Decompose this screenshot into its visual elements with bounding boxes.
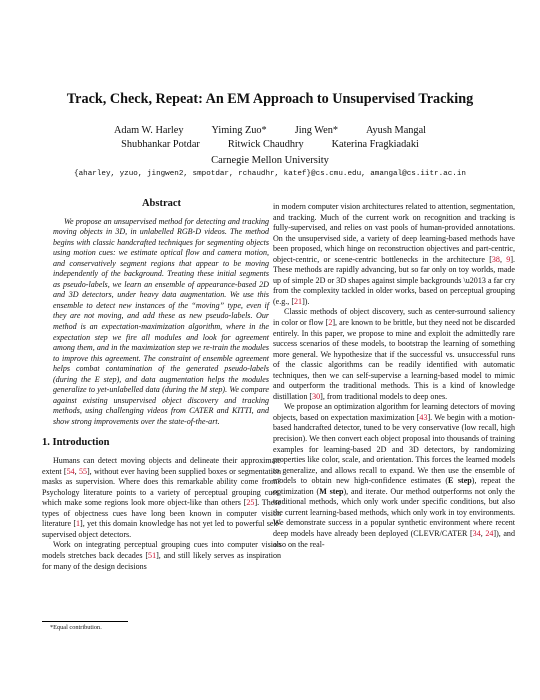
citation-link[interactable]: 43 — [419, 412, 428, 422]
author: Ritwick Chaudhry — [227, 138, 304, 150]
footnote-divider — [42, 621, 128, 622]
citation-link[interactable]: 25 — [246, 498, 255, 508]
intro-paragraph-2: Work on integrating perceptual grouping cues into computer vision models stretches back decades [51], and still likely serves as inspiration for many of the design decisions — [42, 540, 281, 571]
abstract-text: We propose an unsupervised method for detecting and tracking moving objects in 3D, in unlabelled RGB-D videos. The method begins with classic handcrafted techniques for segmenting objects using motion cues: we estimate optical flow and camera motion, and conservatively segment regions that appear to be moving independently of the background. Treating these initial segments as pseudo-labels, we learn an ensemble of appearance-based 2D and 3D detectors, under heavy data augmentation. We use this ensemble to detect new instances of the “moving” type, even if they are not moving, and add these as new pseudo-labels. Our method is an expectation-maximization algorithm, where in the expectation step we fire all modules and look for agreement among them, and in the maximization step we re-train the modules to improve this agreement. The constraint of ensemble agreement helps combat contamination of the generated pseudo-labels (during the E step), and data augmentation helps the modules generalize to yet-unlabelled data (during the M step). We compare against existing unsupervised object discovery and tracking methods, using challenging videos from CATER and KITTI, and show strong improvements over the state-of-the-art. — [53, 216, 269, 426]
author: Shubhankar Potdar — [121, 138, 200, 150]
intro-paragraph-4: We propose an optimization algorithm for learning detectors of moving objects, based on expectation maximization [43]. We begin with a motion-based handcrafted detector, tuned to be very conservative (low recall, high precision). We then convert each object proposal into thousands of training examples for learning-based 2D and 3D detectors, by randomizing properties like color, scale, and orientation. This forces the learned models to generalize, and allows recall to expand. We then use the ensemble of models to obtain new high-confidence estimates (E step), repeat the optimization (M step), and iterate. Our method outperforms not only the traditional methods, which only work under specific conditions, but also the current learning-based methods, which only work in toy environments. We demonstrate success in a popular synthetic environment where recent deep models have already been deployed (CLEVR/CATER [34, 24]), and also on the real- — [273, 402, 516, 549]
citation-link[interactable]: 30 — [312, 391, 321, 401]
citation-link[interactable]: 2 — [328, 318, 333, 328]
citation-link[interactable]: 21 — [294, 296, 303, 306]
affiliation: Carnegie Mellon University — [211, 155, 329, 166]
author: Jing Wen* — [294, 125, 339, 136]
author-row-1 — [0, 124, 540, 138]
introduction-heading: 1. Introduction — [42, 437, 110, 449]
footnote: *Equal contribution. — [50, 624, 102, 631]
citation-link[interactable]: 54 — [66, 466, 75, 476]
intro-paragraph-2-cont: in modern computer vision architectures related to attention, segmentation, and tracking. Much of the current work on recognition and tracking is fully-supervised, and relies on vast pools of human-provided annotations. On the unsupervised side, a variety of deep learning-based methods have been proposed, which hinge on reconstruction objectives and part-centric, object-centric, or scene-centric bottlenecks in the architecture [38, 9]. These methods are rapidly advancing, but so far only on toy worlds, made up of simple 2D or 3D shapes against simple backgrounds \u2013 a far cry from the complexity tackled in older works, based on perceptual grouping (e.g., [21]). — [273, 202, 516, 306]
left-column — [42, 199, 281, 572]
author-emails: {aharley, yzuo, jingwen2, smpotdar, rchaudhr, katef}@cs.cmu.edu, amangal@cs.iitr.ac.in — [74, 170, 466, 178]
author: Yiming Zuo* — [211, 125, 267, 136]
author-list — [0, 124, 540, 151]
author: Adam W. Harley — [113, 125, 184, 136]
citation-link[interactable]: 51 — [148, 550, 157, 560]
abstract-heading: Abstract — [141, 198, 182, 209]
intro-paragraph-3: Classic methods of object discovery, such as center-surround saliency in color or flow [2], are known to be brittle, but they need not be discarded entirely. In this paper, we propose to mine and exploit the admittedly rare success scenarios of these models, to bootstrap the learning of something more general. We hypothesize that if the successful vs. unsuccessful runs of the classic algorithms can be readily identified with automatic techniques, then we can self-supervise a learning-based model to mimic and outperform the traditional methods. This is a kind of knowledge distillation [30], from traditional models to deep ones. — [273, 307, 515, 401]
citation-link[interactable]: 24 — [485, 528, 494, 538]
citation-link[interactable]: 9 — [506, 254, 511, 264]
author: Ayush Mangal — [366, 125, 427, 136]
citation-link[interactable]: 34 — [472, 528, 481, 538]
citation-link[interactable]: 55 — [78, 466, 87, 476]
paper-title: Track, Check, Repeat: An EM Approach to Unsupervised Tracking — [66, 91, 474, 107]
right-column — [273, 202, 515, 550]
author-row-2 — [0, 138, 540, 152]
intro-paragraph-1: Humans can detect moving objects and delineate their approximate extent [54, 55], without ever having been supplied boxes or segmentation masks as supervision. Where does this remarkable ability come from? Psychology literature points to a variety of perceptual grouping cues, which make some regions look more object-like than others [25]. These types of objectness cues have long been known in computer vision literature [1], yet this domain knowledge has not yet led to powerful self-supervised object detectors. — [42, 456, 282, 539]
author: Katerina Fragkiadaki — [331, 138, 419, 150]
citation-link[interactable]: 38 — [491, 254, 500, 264]
citation-link[interactable]: 1 — [76, 519, 81, 529]
